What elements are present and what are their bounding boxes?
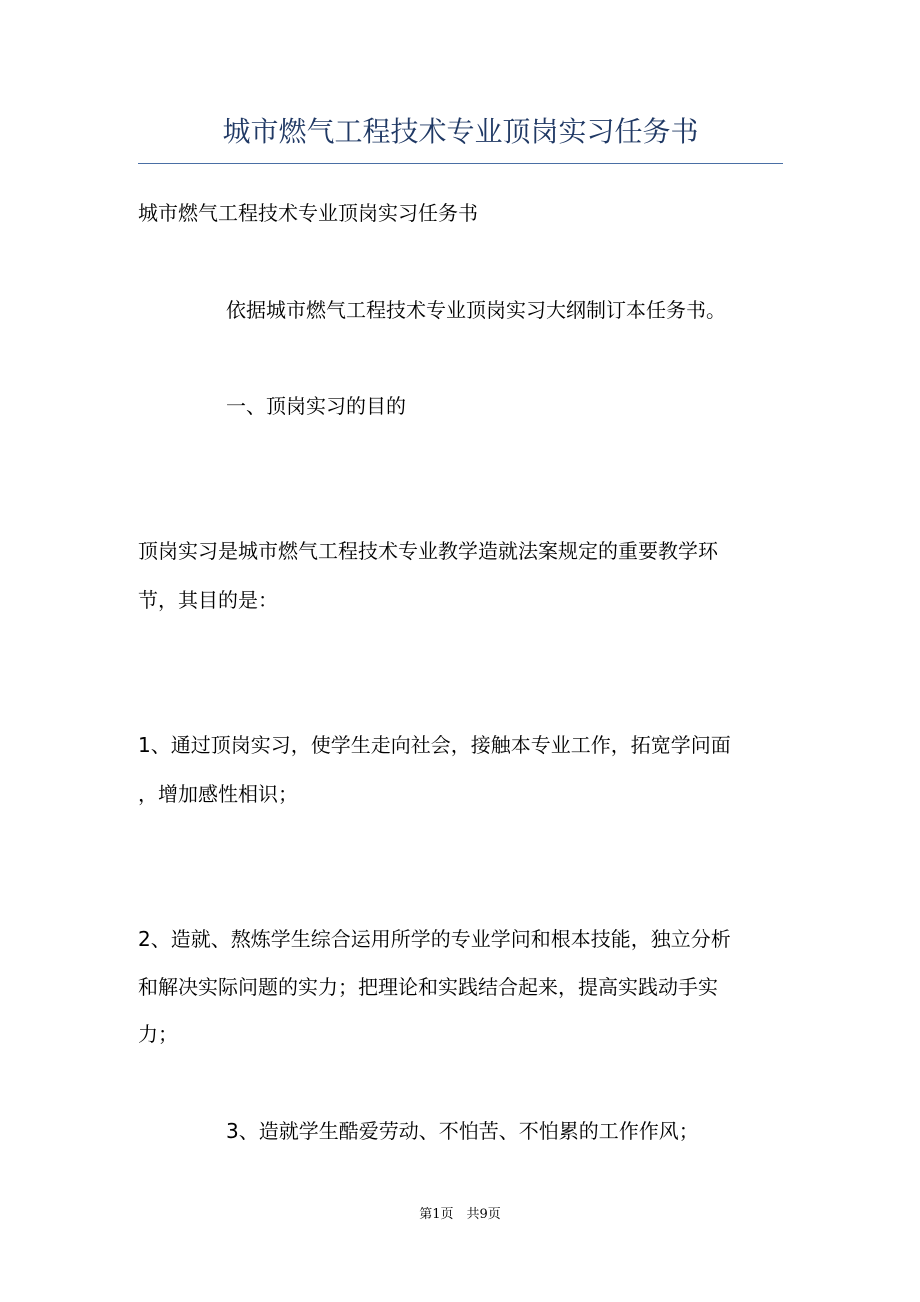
item-3-line: 3、造就学生酷爱劳动、不怕苦、不怕累的工作作风； <box>226 1119 699 1143</box>
document-title: 城市燃气工程技术专业顶岗实习任务书 <box>222 115 699 148</box>
title-divider <box>138 163 783 164</box>
item-1-line-2: ，增加感性相识； <box>138 782 298 806</box>
section-heading: 一、顶岗实习的目的 <box>226 394 406 418</box>
intro-paragraph: 依据城市燃气工程技术专业顶岗实习大纲制订本任务书。 <box>226 298 726 322</box>
purpose-line-2: 节，其目的是： <box>138 588 278 612</box>
item-2-line-2: 和解决实际问题的实力；把理论和实践结合起来，提高实践动手实 <box>138 975 718 999</box>
subtitle-line: 城市燃气工程技术专业顶岗实习任务书 <box>138 201 478 225</box>
item-2-line-3: 力； <box>138 1022 178 1046</box>
page-number-footer: 第1页 共9页 <box>419 1207 501 1222</box>
item-1-line-1: 1、通过顶岗实习，使学生走向社会，接触本专业工作，拓宽学问面 <box>138 733 731 757</box>
item-2-line-1: 2、造就、熬炼学生综合运用所学的专业学问和根本技能，独立分析 <box>138 927 731 951</box>
purpose-line-1: 顶岗实习是城市燃气工程技术专业教学造就法案规定的重要教学环 <box>138 539 718 563</box>
